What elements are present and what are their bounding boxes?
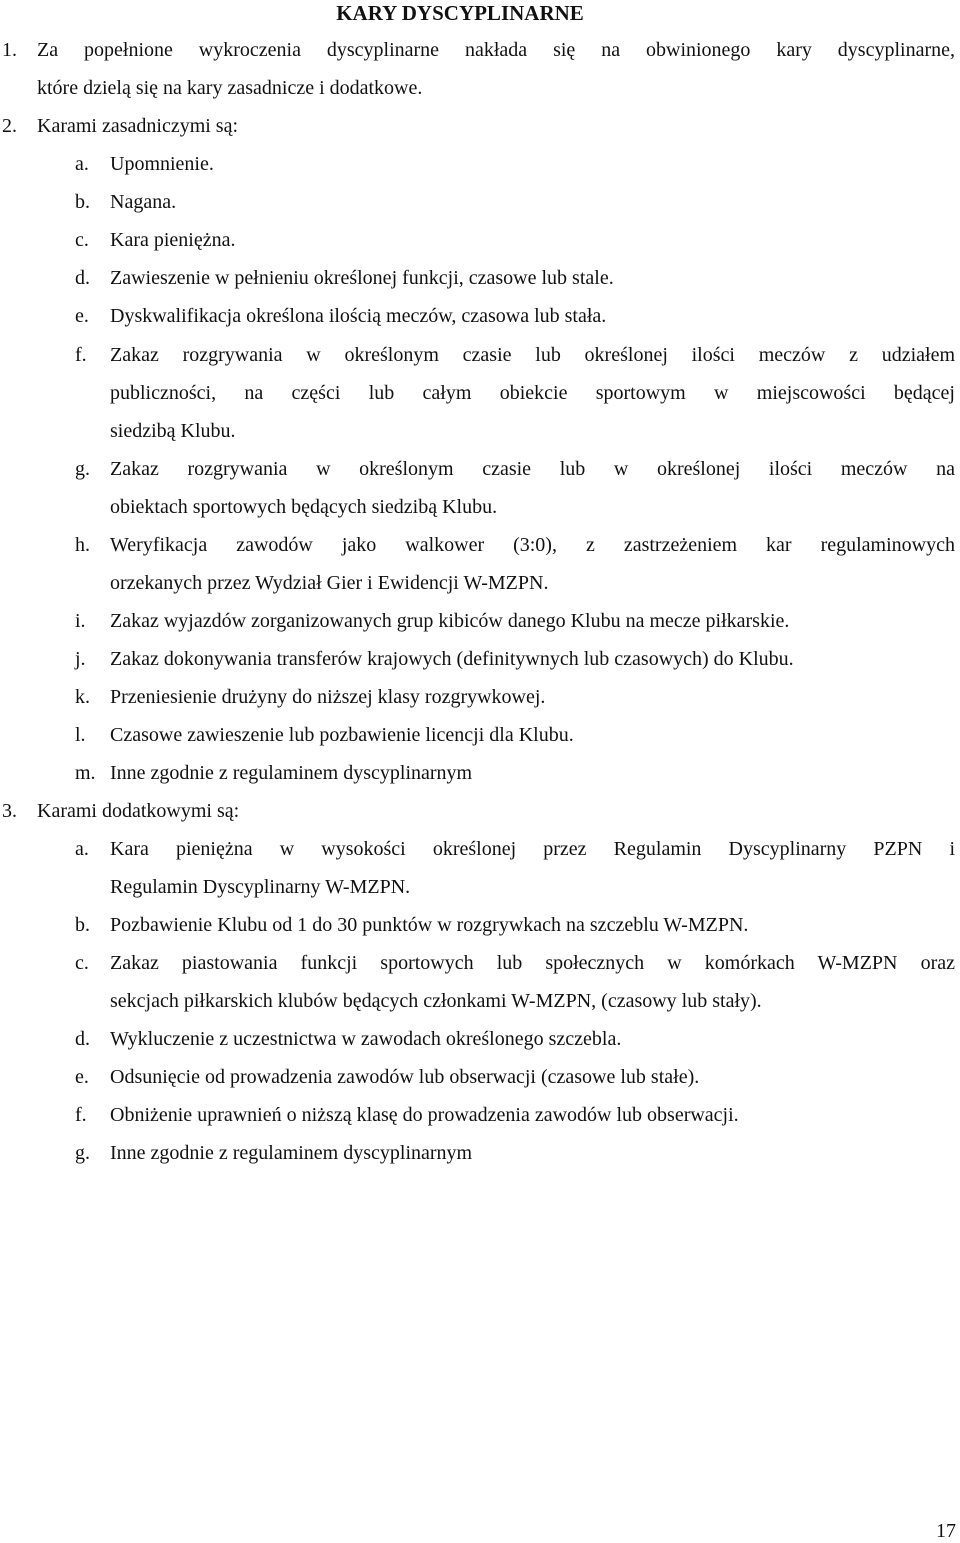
list-marker: b. xyxy=(75,191,90,213)
list-marker: f. xyxy=(75,344,87,366)
list-item-line: Regulamin Dyscyplinarny W-MZPN. xyxy=(110,876,411,898)
list-item-line: publiczności, na części lub całym obiekcie sportowym w miejscowości będącej xyxy=(110,382,955,404)
list-marker: g. xyxy=(75,1142,90,1164)
list-item-line: orzekanych przez Wydział Gier i Ewidencji W-MZPN. xyxy=(110,572,549,594)
list-marker: a. xyxy=(75,153,89,175)
list-item: Wykluczenie z uczestnictwa w zawodach określonego szczebla. xyxy=(110,1028,622,1050)
document-title: KARY DYSCYPLINARNE xyxy=(336,1,584,25)
list-marker: l. xyxy=(75,724,86,746)
list-marker: i. xyxy=(75,610,86,632)
list-marker: e. xyxy=(75,1066,89,1088)
list-item: Zakaz dokonywania transferów krajowych (definitywnych lub czasowych) do Klubu. xyxy=(110,648,794,670)
list-marker: g. xyxy=(75,458,90,480)
list-item-line: Zakaz piastowania funkcji sportowych lub społecznych w komórkach W-MZPN oraz xyxy=(110,952,955,974)
list-marker: h. xyxy=(75,534,90,556)
list-marker: c. xyxy=(75,229,89,251)
list-item-line: obiektach sportowych będących siedzibą Klubu. xyxy=(110,496,498,518)
paragraph-1-line-1: Za popełnione wykroczenia dyscyplinarne nakłada się na obwinionego kary dyscyplinarne, xyxy=(37,39,955,61)
list-item: Odsunięcie od prowadzenia zawodów lub obserwacji (czasowe lub stałe). xyxy=(110,1066,700,1088)
paragraph-2-number: 2. xyxy=(2,115,17,137)
list-item: Nagana. xyxy=(110,191,177,213)
list-marker: e. xyxy=(75,305,89,327)
list-item: Inne zgodnie z regulaminem dyscyplinarnym xyxy=(110,1142,473,1164)
list-item: Kara pieniężna. xyxy=(110,229,236,251)
list-marker: c. xyxy=(75,952,89,974)
list-marker: d. xyxy=(75,267,90,289)
list-marker: m. xyxy=(75,762,96,784)
list-item: Przeniesienie drużyny do niższej klasy rozgrywkowej. xyxy=(110,686,546,708)
list-item-line: sekcjach piłkarskich klubów będących członkami W-MZPN, (czasowy lub stały). xyxy=(110,990,762,1012)
list-item: Inne zgodnie z regulaminem dyscyplinarnym xyxy=(110,762,473,784)
list-item-line: siedzibą Klubu. xyxy=(110,420,236,442)
paragraph-1-number: 1. xyxy=(2,39,17,61)
list-marker: d. xyxy=(75,1028,90,1050)
list-item-line: Zakaz rozgrywania w określonym czasie lub określonej ilości meczów z udziałem xyxy=(110,344,955,366)
list-item: Upomnienie. xyxy=(110,153,214,175)
list-item-line: Weryfikacja zawodów jako walkower (3:0), z zastrzeżeniem kar regulaminowych xyxy=(110,534,955,556)
list-item: Dyskwalifikacja określona ilością meczów, czasowa lub stała. xyxy=(110,305,607,327)
list-item: Pozbawienie Klubu od 1 do 30 punktów w rozgrywkach na szczeblu W-MZPN. xyxy=(110,914,749,936)
list-item: Obniżenie uprawnień o niższą klasę do prowadzenia zawodów lub obserwacji. xyxy=(110,1104,739,1126)
list-item-line: Zakaz rozgrywania w określonym czasie lub w określonej ilości meczów na xyxy=(110,458,955,480)
paragraph-3-number: 3. xyxy=(2,800,17,822)
list-marker: a. xyxy=(75,838,89,860)
paragraph-2-heading: Karami zasadniczymi są: xyxy=(37,115,239,137)
list-item: Zawieszenie w pełnieniu określonej funkcji, czasowe lub stale. xyxy=(110,267,614,289)
page-number: 17 xyxy=(936,1520,956,1542)
list-marker: f. xyxy=(75,1104,87,1126)
paragraph-3-heading: Karami dodatkowymi są: xyxy=(37,800,240,822)
list-item: Zakaz wyjazdów zorganizowanych grup kibiców danego Klubu na mecze piłkarskie. xyxy=(110,610,790,632)
list-item-line: Kara pieniężna w wysokości określonej przez Regulamin Dyscyplinarny PZPN i xyxy=(110,838,955,860)
list-marker: k. xyxy=(75,686,90,708)
list-marker: j. xyxy=(75,648,86,670)
list-marker: b. xyxy=(75,914,90,936)
paragraph-1-line-2: które dzielą się na kary zasadnicze i dodatkowe. xyxy=(37,77,423,99)
list-item: Czasowe zawieszenie lub pozbawienie licencji dla Klubu. xyxy=(110,724,574,746)
